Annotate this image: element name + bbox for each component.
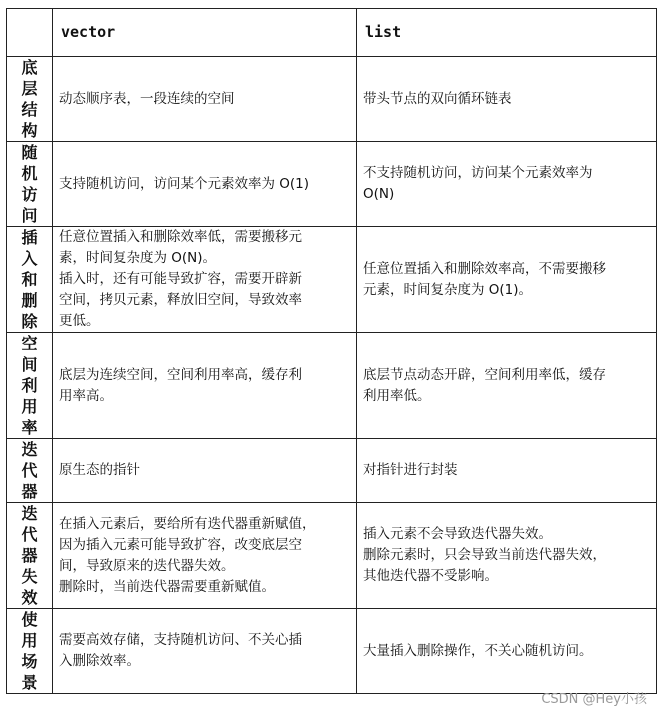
row-label: 空间利用率 xyxy=(21,334,38,437)
header-row xyxy=(7,9,657,57)
list-cell: 带头节点的双向循环链表 xyxy=(357,57,657,142)
table-row xyxy=(7,609,657,694)
vector-cell: 任意位置插入和删除效率低，需要搬移元 素，时间复杂度为 O(N)。 插入时，还有可能导致扩容，需要开辟新 空间，拷贝元素，释放旧空间，导致效率 更低。 xyxy=(53,227,357,333)
corner-cell xyxy=(7,9,53,57)
row-label: 迭代器失效 xyxy=(21,504,38,607)
vector-cell: 原生态的指针 xyxy=(53,439,357,503)
table-row xyxy=(7,503,657,609)
table-row xyxy=(7,142,657,227)
header-list: list xyxy=(357,9,657,57)
row-label: 底层结构 xyxy=(21,58,38,140)
list-cell: 插入元素不会导致迭代器失效。 删除元素时，只会导致当前迭代器失效， 其他迭代器不受影响。 xyxy=(357,503,657,609)
table-row xyxy=(7,439,657,503)
vector-cell: 需要高效存储，支持随机访问、不关心插 入删除效率。 xyxy=(53,609,357,694)
list-cell: 对指针进行封装 xyxy=(357,439,657,503)
header-vector: vector xyxy=(53,9,357,57)
table-row xyxy=(7,57,657,142)
list-cell: 大量插入删除操作，不关心随机访问。 xyxy=(357,609,657,694)
row-label: 使用场景 xyxy=(21,610,38,692)
vector-cell: 动态顺序表，一段连续的空间 xyxy=(53,57,357,142)
vector-cell: 底层为连续空间，空间利用率高，缓存利 用率高。 xyxy=(53,333,357,439)
list-cell: 不支持随机访问，访问某个元素效率为 O(N) xyxy=(357,142,657,227)
comparison-table xyxy=(6,8,657,694)
table-row xyxy=(7,227,657,333)
watermark: CSDN @Hey小孩 xyxy=(541,692,647,707)
list-cell: 任意位置插入和删除效率高，不需要搬移 元素，时间复杂度为 O(1)。 xyxy=(357,227,657,333)
vector-cell: 在插入元素后，要给所有迭代器重新赋值， 因为插入元素可能导致扩容，改变底层空 间，导致原来的迭代器失效。 删除时，当前迭代器需要重新赋值。 xyxy=(53,503,357,609)
vector-cell: 支持随机访问，访问某个元素效率为 O(1) xyxy=(53,142,357,227)
row-label: 插入和删除 xyxy=(21,228,38,331)
table-row xyxy=(7,333,657,439)
row-label: 迭代器 xyxy=(21,440,38,501)
row-label: 随机访问 xyxy=(21,143,38,225)
list-cell: 底层节点动态开辟，空间利用率低，缓存 利用率低。 xyxy=(357,333,657,439)
